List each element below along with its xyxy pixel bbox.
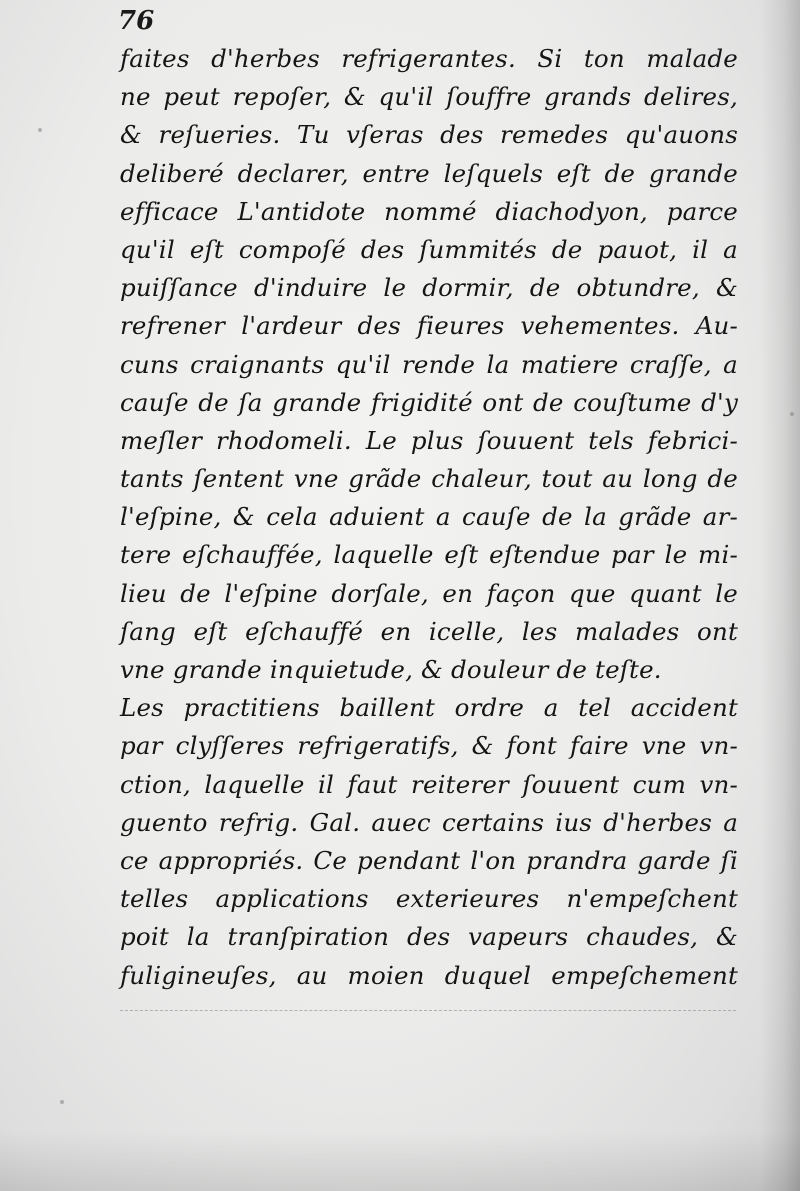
- text-line: vne grande inquietude, & douleur de teſte.: [120, 655, 662, 684]
- text-line: par clyſſeres refrigeratifs, & font faire vne vn-: [120, 731, 738, 761]
- text-line: ce appropriés. Ce pendant l'on prandra garde ſi: [120, 845, 738, 875]
- text-line: cauſe de ſa grande frigidité ont de couſtume d'y: [120, 387, 738, 417]
- text-line: l'eſpine, & cela aduient a cauſe de la grãde ar-: [120, 502, 738, 532]
- page-edge-shadow: [760, 0, 800, 1191]
- text-line: lieu de l'eſpine dorſale, en façon que quant le: [120, 578, 738, 608]
- text-line: ſang eſt eſchauffé en icelle, les malades ont: [120, 616, 738, 646]
- text-line: & reſueries. Tu vſeras des remedes qu'auons: [120, 120, 738, 150]
- text-line: cuns craignants qu'il rende la matiere craſſe, a: [120, 349, 738, 379]
- text-line: deliberé declarer, entre leſquels eſt de grande: [120, 158, 738, 188]
- text-line: ction, laquelle il faut reiterer ſouuent cum vn-: [120, 769, 738, 799]
- show-through-rule: [120, 1010, 736, 1011]
- text-line: guento refrig. Gal. auec certains ius d'herbes a: [120, 807, 738, 837]
- page-bottom-shadow: [0, 1131, 800, 1191]
- text-line: tere eſchauffée, laquelle eſt eſtendue par le mi-: [120, 540, 738, 570]
- text-line: puiſſance d'induire le dormir, de obtundre, &: [120, 273, 738, 303]
- body-text: [120, 40, 738, 995]
- text-line: ne peut repoſer, & qu'il ſouffre grands delires,: [120, 82, 738, 112]
- text-line: fuligineuſes, au moien duquel empeſchement: [120, 960, 738, 990]
- paper-speck: [790, 412, 794, 416]
- text-line: faites d'herbes refrigerantes. Si ton malade: [120, 44, 738, 73]
- text-line: efficace L'antidote nommé diachodyon, parce: [120, 196, 738, 226]
- text-line: telles applications exterieures n'empeſchent: [120, 884, 738, 914]
- text-line: qu'il eſt compoſé des ſummités de pauot, il a: [120, 234, 738, 264]
- text-line: tants ſentent vne grãde chaleur, tout au long de: [120, 464, 738, 494]
- paper-speck: [60, 1100, 64, 1104]
- text-line: poit la tranſpiration des vapeurs chaudes, &: [120, 922, 738, 952]
- paper-speck: [38, 128, 42, 132]
- text-line: Les practitiens baillent ordre a tel accident: [120, 693, 738, 723]
- text-line: refrener l'ardeur des fieures vehementes. Au-: [120, 311, 738, 341]
- text-line: meſler rhodomeli. Le plus ſouuent tels febrici-: [120, 425, 738, 455]
- page-number: 76: [118, 6, 155, 36]
